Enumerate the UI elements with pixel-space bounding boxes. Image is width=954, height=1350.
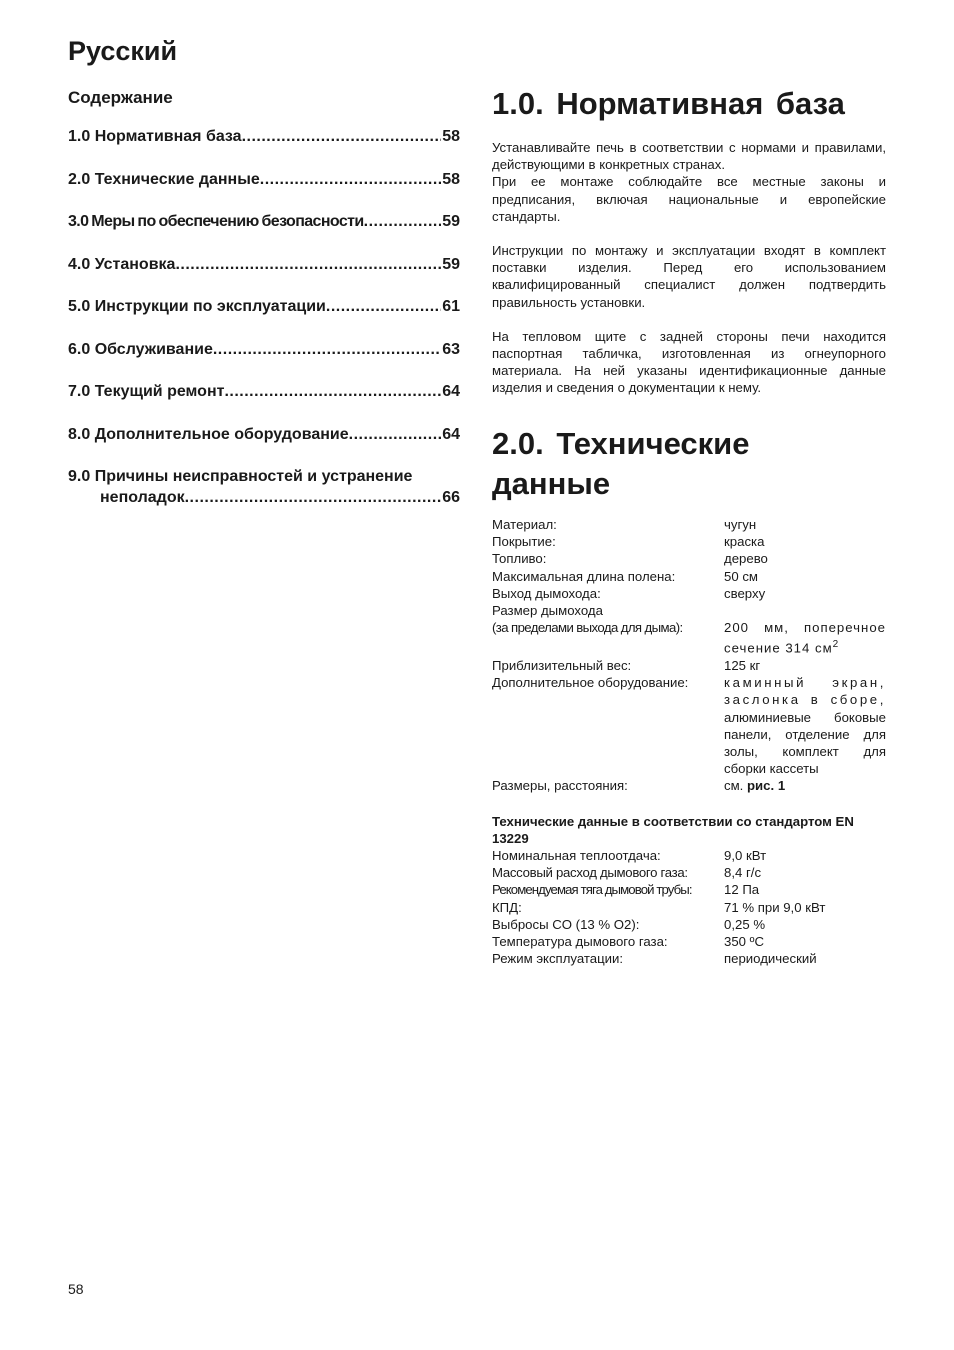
toc-item-label: 1.0 Нормативная база xyxy=(68,128,242,145)
paragraph xyxy=(492,328,886,397)
spec-row: Дополнительное оборудование: каминный экран, заслонка в сборе, алюминиевые боковые панели, отделение для золы, комплект для сборки кассеты xyxy=(492,675,886,777)
toc-item-label-continued: неполадок xyxy=(100,489,185,506)
toc-item-label: 6.0 Обслуживание xyxy=(68,340,213,358)
toc-item-page: 63 xyxy=(442,340,460,358)
spec-row: Приблизительный вес: 125 кг xyxy=(492,658,761,674)
paragraph-text: При ее монтаже соблюдайте все местные законы и предписания, включая национальные и европейские стандарты. xyxy=(492,174,886,224)
toc-item-9[interactable] xyxy=(68,468,460,507)
toc-item-page: 58 xyxy=(442,170,460,188)
toc-item-4[interactable] xyxy=(68,256,460,299)
page-number: 58 xyxy=(68,1281,84,1297)
toc-heading: Содержание xyxy=(68,88,173,107)
spec-row: Режим эксплуатации: периодический xyxy=(492,951,817,967)
spec-row: Размер дымохода xyxy=(492,603,603,619)
toc-item-label: 3.0 Меры по обеспечению безопасности xyxy=(68,213,364,230)
toc-item-label: 8.0 Дополнительное оборудование xyxy=(68,425,349,443)
spec-row: Температура дымового газа: 350 ºC xyxy=(492,934,765,950)
toc-item-page: 64 xyxy=(442,383,460,400)
toc-item-1[interactable] xyxy=(68,128,460,171)
standard-heading: Технические данные в соответствии со стандартом EN 13229 xyxy=(492,813,854,846)
toc-item-page: 58 xyxy=(442,128,460,145)
spec-row: Максимальная длина полена: 50 см xyxy=(492,568,758,584)
spec-row: Рекомендуемая тяга дымовой трубы: 12 Па xyxy=(492,882,760,898)
spec-row: КПД: 71 % при 9,0 кВт xyxy=(492,899,826,915)
toc-item-7[interactable] xyxy=(68,383,460,426)
section-title: 1.0. Нормативная база xyxy=(492,86,845,121)
table-of-contents xyxy=(68,128,460,507)
paragraph xyxy=(492,242,886,311)
spec-row: Покрытие: краска xyxy=(492,534,765,550)
toc-item-page: 59 xyxy=(442,213,460,230)
toc-item-page: 61 xyxy=(442,298,460,315)
toc-item-label: 2.0 Технические данные xyxy=(68,170,260,188)
section-title: 2.0. Технические данные xyxy=(492,426,750,501)
paragraph-text: Устанавливайте печь в соответствии с нормами и правилами, действующими в конкретных странах. xyxy=(492,140,886,173)
toc-item-label: 4.0 Установка xyxy=(68,255,176,273)
spec-row: Номинальная теплоотдача: 9,0 кВт xyxy=(492,848,767,864)
paragraph-text: На тепловом щите с задней стороны печи находится паспортная табличка, изготовленная из огнеупорного материала. На ней указаны идентификационные данные изделия и сведения о документации к нему. xyxy=(492,328,886,396)
toc-item-label: 5.0 Инструкции по эксплуатации xyxy=(68,298,326,315)
toc-item-page: 59 xyxy=(442,255,460,273)
toc-item-2[interactable] xyxy=(68,171,460,214)
toc-item-page: 66 xyxy=(442,489,460,506)
toc-item-3[interactable] xyxy=(68,213,460,256)
toc-item-5[interactable] xyxy=(68,298,460,341)
figure-reference[interactable]: рис. 1 xyxy=(747,778,786,794)
toc-item-label: 9.0 Причины неисправностей и устранение xyxy=(68,468,413,485)
spec-table xyxy=(492,516,886,967)
toc-item-label: 7.0 Текущий ремонт xyxy=(68,383,225,400)
section-regulations xyxy=(492,84,886,414)
section-technical-data-title xyxy=(492,424,886,504)
spec-row: Массовый расход дымового газа: 8,4 г/с xyxy=(492,865,762,881)
spec-row: Выбросы CO (13 % O2): 0,25 % xyxy=(492,916,766,932)
spec-row: Размеры, расстояния: см. рис. 1 xyxy=(492,778,786,794)
spec-row: Материал: чугун xyxy=(492,517,757,532)
spec-row: Топливо: дерево xyxy=(492,551,768,567)
toc-item-8[interactable] xyxy=(68,426,460,469)
spec-row: (за пределами выхода для дыма): 200 мм, поперечное сечение 314 $см^2$ xyxy=(492,620,886,656)
paragraph xyxy=(492,139,886,225)
toc-item-page: 64 xyxy=(442,425,460,443)
spec-row: Выход дымохода: сверху xyxy=(492,585,766,601)
toc-item-6[interactable] xyxy=(68,341,460,384)
paragraph-text: Инструкции по монтажу и эксплуатации входят в комплект поставки изделия. Перед его использованием квалифицированный специалист должен подтвердить правильность установки. xyxy=(492,243,886,310)
language-title: Русский xyxy=(68,36,178,66)
